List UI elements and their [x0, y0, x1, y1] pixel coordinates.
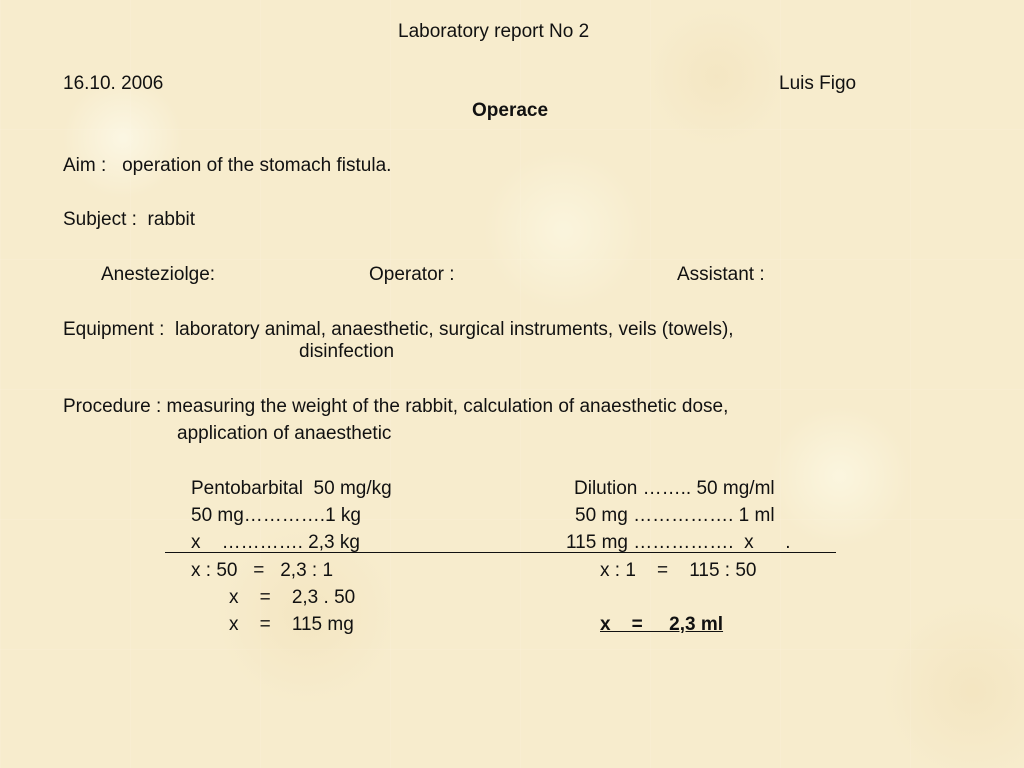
- calc-left-line-2: 50 mg………….1 kg: [191, 505, 361, 526]
- calc-right-line-2: 50 mg ……………. 1 ml: [575, 505, 775, 526]
- report-author: Luis Figo: [779, 73, 857, 94]
- role-operator: Operator :: [369, 264, 455, 285]
- procedure-line-2: application of anaesthetic: [177, 423, 392, 444]
- calc-right-line-3: 115 mg ……………. x .: [566, 532, 791, 553]
- report-subtitle: Operace: [472, 100, 549, 121]
- calc-left-line-5: x = 2,3 . 50: [229, 587, 356, 608]
- equipment-line-1: Equipment : laboratory animal, anaesthetic, surgical instruments, veils (towels),: [63, 319, 734, 340]
- procedure-line-1: Procedure : measuring the weight of the rabbit, calculation of anaesthetic dose,: [63, 396, 729, 417]
- calc-right-line-1: Dilution …….. 50 mg/ml: [574, 478, 775, 499]
- calc-left-line-1: Pentobarbital 50 mg/kg: [191, 478, 392, 499]
- subject-line: Subject : rabbit: [63, 209, 196, 230]
- aim-line: Aim : operation of the stomach fistula.: [63, 155, 392, 176]
- calc-left-line-6: x = 115 mg: [229, 614, 354, 635]
- equipment-line-2: disinfection: [299, 341, 395, 362]
- calc-right-line-4: x : 1 = 115 : 50: [600, 560, 757, 581]
- role-anesthesiologist: Anesteziolge:: [101, 264, 216, 285]
- calc-left-line-3: x …………. 2,3 kg: [191, 532, 360, 553]
- report-title: Laboratory report No 2: [398, 21, 590, 42]
- calc-row-underline: [165, 552, 836, 553]
- calc-result: x = 2,3 ml: [600, 614, 724, 635]
- role-assistant: Assistant :: [677, 264, 765, 285]
- report-date: 16.10. 2006: [63, 73, 164, 94]
- calc-left-line-4: x : 50 = 2,3 : 1: [191, 560, 334, 581]
